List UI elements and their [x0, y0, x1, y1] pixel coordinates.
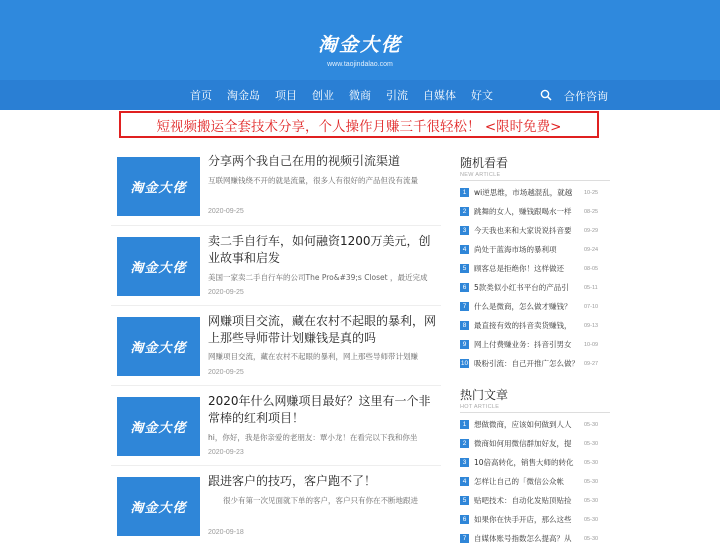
rank-badge: 1 [460, 420, 469, 429]
list-item[interactable] [460, 335, 610, 354]
list-item-date: 09-13 [584, 322, 599, 329]
article-thumbnail[interactable] [117, 237, 200, 296]
list-item[interactable] [460, 453, 610, 472]
rank-badge: 4 [460, 477, 469, 486]
article-title[interactable]: 2020年什么网赚项目最好？这里有一个非常棒的红利项目！ [208, 394, 431, 425]
list-item-title[interactable]: 贴吧技术：自动化发贴顶贴捡 [474, 496, 572, 505]
list-item[interactable] [460, 529, 610, 548]
article-thumbnail[interactable] [117, 477, 200, 536]
list-item-title[interactable]: 怎样让自己的「微信公众帐 [474, 477, 564, 486]
hot-articles-widget [460, 386, 610, 548]
widget-title: 随机看看 [460, 156, 509, 170]
article-date: 2020-09-25 [208, 289, 244, 296]
rank-badge: 5 [460, 264, 469, 273]
list-item-date: 05-30 [584, 440, 599, 447]
article-thumbnail[interactable] [117, 157, 200, 216]
list-item-date: 10-25 [584, 189, 599, 196]
nav-item-startup[interactable]: 创业 [312, 89, 334, 102]
article-title[interactable]: 网赚项目交流，藏在农村不起眼的暴利，网上那些导师带计划赚钱是真的吗 [208, 314, 437, 345]
list-item[interactable] [460, 434, 610, 453]
random-list [460, 183, 610, 373]
list-item-title[interactable]: 5款类似小红书平台的产品引 [474, 283, 569, 292]
list-item[interactable] [460, 259, 610, 278]
article-item [111, 226, 441, 306]
list-item-title[interactable]: 尚处于蓝海市场的暴利项 [474, 245, 557, 254]
list-item-date: 10-09 [584, 341, 599, 348]
rank-badge: 6 [460, 515, 469, 524]
site-url: www.taojindalao.com [327, 61, 393, 68]
rank-badge: 7 [460, 534, 469, 543]
thumbnail-logo: 淘金大佬 [130, 341, 187, 356]
list-item-date: 05-30 [584, 478, 599, 485]
list-item-title[interactable]: 吸粉引流：自己开推广怎么做？ [474, 359, 579, 368]
list-item-title[interactable]: 跳舞的女人，赚钱跟喝水一样 [474, 207, 572, 216]
list-item-title[interactable]: 顾客总是拒绝你！这样做还 [474, 264, 564, 273]
rank-badge: 2 [460, 207, 469, 216]
list-item-date: 08-25 [584, 208, 599, 215]
list-item-title[interactable]: wi逆思维，市场越混乱，就越 [474, 188, 573, 197]
nav-item-home[interactable]: 首页 [190, 89, 212, 102]
list-item-date: 05-30 [584, 497, 599, 504]
list-item-date: 05-30 [584, 516, 599, 523]
article-excerpt: 网赚项目交流，藏在农村不起眼的暴利，网上那些导师带计划赚 [208, 352, 418, 361]
search-icon[interactable] [540, 89, 552, 101]
rank-badge: 3 [460, 226, 469, 235]
list-item-title[interactable]: 自媒体账号指数怎么提高？从 [474, 534, 572, 543]
thumbnail-logo: 淘金大佬 [130, 421, 187, 436]
list-item[interactable] [460, 415, 610, 434]
rank-badge: 1 [460, 188, 469, 197]
rank-badge: 4 [460, 245, 469, 254]
nav-item-taojindao[interactable]: 淘金岛 [227, 89, 260, 102]
list-item[interactable] [460, 183, 610, 202]
list-item-date: 09-24 [584, 246, 599, 253]
rank-badge: 8 [460, 321, 469, 330]
article-item [111, 306, 441, 386]
list-item-title[interactable]: 微商如何用微信群加好友，提 [474, 439, 572, 448]
list-item-date: 05-30 [584, 459, 599, 466]
rank-badge: 2 [460, 439, 469, 448]
article-thumbnail[interactable] [117, 397, 200, 456]
rank-badge: 7 [460, 302, 469, 311]
widget-subtitle: NEW ARTICLE [460, 172, 610, 181]
article-thumbnail[interactable] [117, 317, 200, 376]
nav-items [190, 80, 508, 110]
rank-badge: 10 [460, 360, 469, 367]
list-item[interactable] [460, 240, 610, 259]
list-item-title[interactable]: 10倍高转化，销售大师的转化 [474, 458, 574, 467]
list-item-date: 05-30 [584, 535, 599, 542]
list-item[interactable] [460, 278, 610, 297]
article-list [111, 146, 441, 546]
article-item [111, 386, 441, 466]
article-date: 2020-09-25 [208, 369, 244, 376]
nav-item-articles[interactable]: 好文 [471, 89, 493, 102]
thumbnail-logo: 淘金大佬 [130, 261, 187, 276]
list-item[interactable] [460, 491, 610, 510]
rank-badge: 6 [460, 283, 469, 292]
nav-item-weishang[interactable]: 微商 [349, 89, 371, 102]
article-date: 2020-09-18 [208, 529, 244, 536]
list-item-date: 09-27 [584, 360, 599, 367]
list-item-title[interactable]: 网上付费赚业务：抖音引男女 [474, 340, 572, 349]
list-item-date: 05-11 [584, 284, 598, 291]
list-item[interactable] [460, 221, 610, 240]
article-title[interactable]: 分享两个我自己在用的视频引流渠道 [208, 154, 401, 168]
hot-list [460, 415, 610, 548]
list-item[interactable] [460, 316, 610, 335]
list-item[interactable] [460, 202, 610, 221]
site-logo[interactable]: 淘金大佬 [317, 34, 402, 56]
thumbnail-logo: 淘金大佬 [130, 501, 187, 516]
article-date: 2020-09-25 [208, 208, 244, 215]
nav-item-projects[interactable]: 项目 [275, 89, 297, 102]
list-item[interactable] [460, 354, 610, 373]
list-item-date: 09-29 [584, 227, 599, 234]
random-articles-widget [460, 154, 610, 373]
list-item-title[interactable]: 如果你在快手开店，那么这些 [474, 515, 572, 524]
site-header [0, 0, 720, 80]
article-title[interactable]: 卖二手自行车，如何融资1200万美元，创业故事和启发 [208, 234, 431, 265]
main-nav [0, 80, 720, 110]
nav-item-media[interactable]: 自媒体 [423, 89, 456, 102]
contact-link[interactable]: 合作咨询 [564, 90, 608, 103]
list-item-title[interactable]: 什么是微商，怎么做才赚钱？ [474, 302, 572, 311]
list-item-date: 05-30 [584, 421, 599, 428]
article-item [111, 146, 441, 226]
widget-subtitle: HOT ARTICLE [460, 404, 610, 413]
thumbnail-logo: 淘金大佬 [130, 181, 187, 196]
nav-item-traffic[interactable]: 引流 [386, 89, 408, 102]
list-item-title[interactable]: 想做微商，应该如何做到人人 [474, 420, 572, 429]
list-item-date: 07-10 [584, 303, 599, 310]
article-excerpt: hi，你好，我是你亲爱的老朋友：覃小龙！在看完以下我和你坐 [208, 433, 418, 442]
article-title[interactable]: 跟进客户的技巧，客户跑不了！ [208, 474, 377, 488]
list-item-title[interactable]: 最直接有效的抖音卖货赚钱， [474, 321, 572, 330]
widget-title: 热门文章 [460, 388, 509, 402]
article-excerpt: 互联网赚钱绕不开的就是流量，很多人有很好的产品但没有流量 [208, 176, 418, 185]
article-excerpt: 很少有第一次见面就下单的客户，客户只有你在不断地跟进 [223, 496, 418, 505]
promo-banner[interactable]: 短视频搬运全套技术分享，个人操作月赚三千很轻松！ <限时免费> [119, 111, 599, 138]
article-item [111, 466, 441, 546]
rank-badge: 5 [460, 496, 469, 505]
article-date: 2020-09-23 [208, 449, 244, 456]
rank-badge: 9 [460, 340, 469, 349]
list-item[interactable] [460, 297, 610, 316]
list-item[interactable] [460, 510, 610, 529]
rank-badge: 3 [460, 458, 469, 467]
list-item[interactable] [460, 472, 610, 491]
list-item-title[interactable]: 今天我也来和大家说说抖音要 [474, 226, 572, 235]
list-item-date: 08-05 [584, 265, 599, 272]
article-excerpt: 美国一家卖二手自行车的公司The Pro&#39;s Closet ，最近完成 [208, 273, 428, 282]
